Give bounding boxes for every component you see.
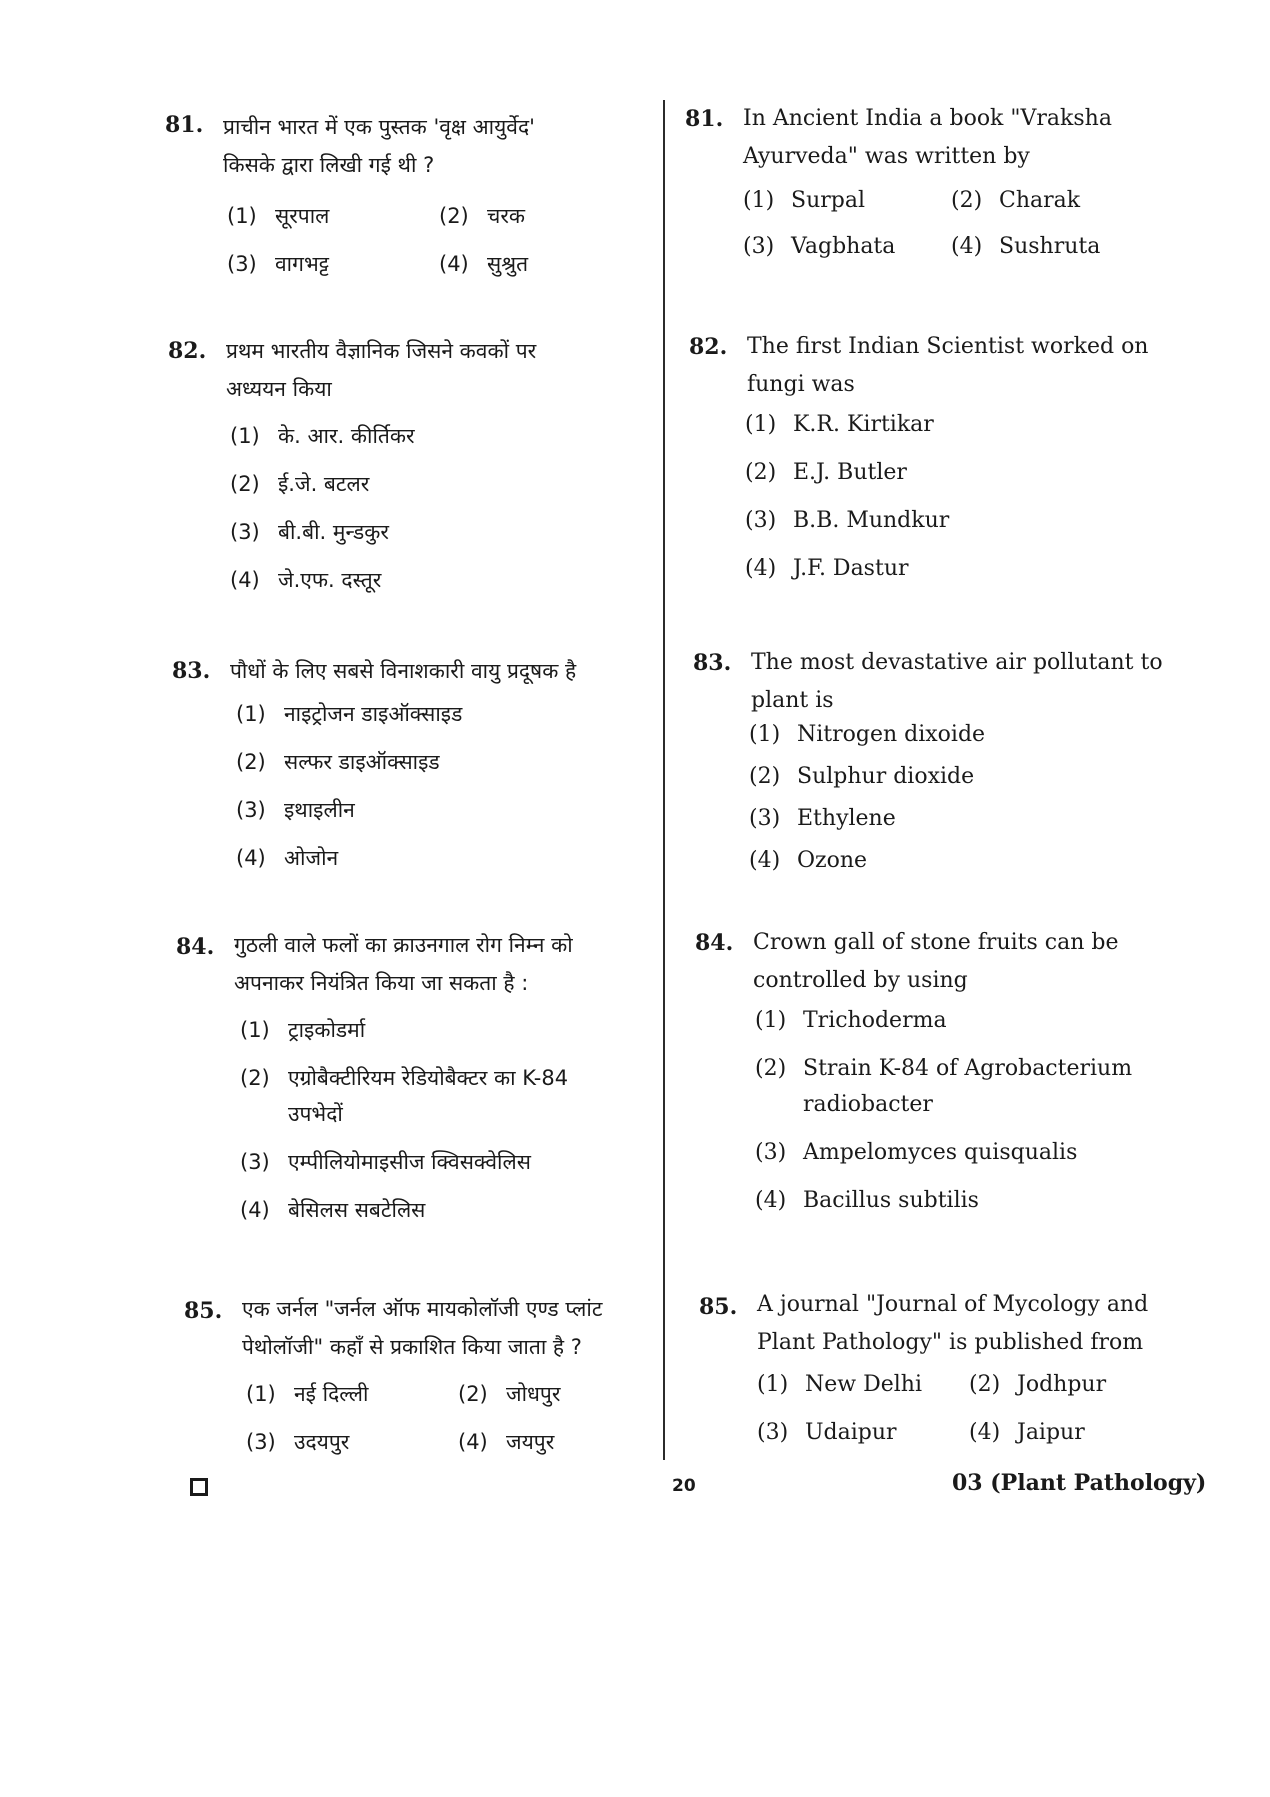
option-number: (2) [240,1066,270,1090]
option-number: (2) [745,460,777,485]
option-number: (1) [240,1018,270,1042]
option-2 [969,1372,1106,1397]
option-1 [757,1372,922,1397]
option-2 [230,470,369,498]
option-2 [439,202,525,230]
question-number: 81. [685,106,724,132]
question-line: किसके द्वारा लिखी गई थी ? [223,153,435,177]
option-4 [458,1428,554,1456]
question-line: Crown gall of stone fruits can be [753,930,1119,955]
option-number: (1) [236,702,266,726]
paper-code: 03 (Plant Pathology) [952,1470,1207,1496]
option-text: एग्रोबैक्टीरियम रेडियोबैक्टर का K-84 [288,1066,569,1090]
question-line: अध्ययन किया [226,377,332,401]
option-text: Nitrogen dixoide [797,722,986,747]
option-number: (3) [246,1430,276,1454]
question-text [226,332,646,408]
option-text: बेसिलस सबटेलिस [288,1198,426,1222]
question-number: 85. [699,1294,738,1320]
option-text: जोधपुर [506,1382,561,1406]
question-number: 83. [693,650,732,676]
option-4 [755,1188,979,1213]
option-number: (3) [236,798,266,822]
option-text: जे.एफ. दस्तूर [278,568,382,592]
option-4 [230,566,381,594]
question-text [242,1290,662,1366]
option-number: (4) [458,1430,488,1454]
option-3 [745,508,949,533]
option-4 [439,250,528,278]
option-2 [749,764,974,789]
option-3 [757,1420,897,1445]
option-text: सूरपाल [275,204,330,228]
option-number: (4) [951,234,983,259]
option-text: Udaipur [805,1420,897,1445]
option-3 [227,250,329,278]
option-number: (3) [743,234,775,259]
option-text: ई.जे. बटलर [278,472,370,496]
option-number: (1) [749,722,781,747]
option-4 [240,1196,425,1224]
option-number: (4) [749,848,781,873]
option-number: (1) [757,1372,789,1397]
option-text: Ethylene [797,806,896,831]
question-line: प्रथम भारतीय वैज्ञानिक जिसने कवकों पर [226,339,537,363]
question-text [751,644,1171,720]
question-text [747,328,1167,404]
option-1 [755,1008,947,1033]
option-text: उपभेदों [288,1102,343,1126]
option-4 [236,844,338,872]
option-number: (4) [439,252,469,276]
option-number: (3) [755,1140,787,1165]
option-text: जयपुर [506,1430,555,1454]
option-text: Charak [999,188,1081,213]
option-text: Bacillus subtilis [803,1188,979,1213]
option-text: Vagbhata [791,234,896,259]
option-number: (3) [230,520,260,544]
question-number: 82. [689,334,728,360]
option-text: वागभट्ट [275,252,329,276]
question-line: अपनाकर नियंत्रित किया जा सकता है : [234,971,529,995]
option-text: उदयपुर [294,1430,350,1454]
option-1 [743,188,865,213]
option-text: Sulphur dioxide [797,764,975,789]
column-divider [663,100,665,1460]
question-line: Ayurveda" was written by [743,144,1030,169]
question-line: fungi was [747,372,855,397]
question-line: प्राचीन भारत में एक पुस्तक 'वृक्ष आयुर्वेद' [223,115,535,139]
option-number: (4) [745,556,777,581]
option-text: Jodhpur [1017,1372,1107,1397]
option-3 [230,518,389,546]
question-line: Plant Pathology" is published from [757,1330,1144,1355]
option-2 [458,1380,560,1408]
option-text: E.J. Butler [793,460,907,485]
option-3 [240,1148,531,1176]
option-text: Ampelomyces quisqualis [803,1140,1078,1165]
option-number: (4) [236,846,266,870]
option-number: (3) [240,1150,270,1174]
option-text: New Delhi [805,1372,922,1397]
option-number: (1) [246,1382,276,1406]
option-text: ओजोन [284,846,339,870]
option-3 [749,806,896,831]
option-1 [230,422,415,450]
option-text: Strain K-84 of Agrobacterium [803,1056,1133,1081]
option-number: (1) [743,188,775,213]
option-text: नाइट्रोजन डाइऑक्साइड [284,702,463,726]
option-number: (4) [240,1198,270,1222]
option-4 [749,848,867,873]
option-number: (3) [749,806,781,831]
option-text: B.B. Mundkur [793,508,950,533]
page-number: 20 [672,1476,696,1496]
option-1 [240,1016,365,1044]
option-1 [236,700,462,728]
option-2 [745,460,907,485]
option-3 [246,1428,349,1456]
option-text: K.R. Kirtikar [793,412,934,437]
option-number: (1) [745,412,777,437]
question-number: 82. [168,338,207,364]
option-text: सल्फर डाइऑक्साइड [284,750,440,774]
option-1 [745,412,934,437]
option-number: (2) [439,204,469,228]
option-number: (2) [969,1372,1001,1397]
option-text: Surpal [791,188,865,213]
option-text: ट्राइकोडर्मा [288,1018,366,1042]
option-2 [951,188,1080,213]
option-number: (3) [757,1420,789,1445]
question-text [743,100,1163,176]
question-line: The most devastative air pollutant to [751,650,1163,675]
option-number: (2) [458,1382,488,1406]
option-number: (1) [227,204,257,228]
option-text: J.F. Dastur [793,556,909,581]
question-line: A journal "Journal of Mycology and [757,1292,1149,1317]
option-text: Sushruta [999,234,1101,259]
question-text [757,1286,1177,1362]
question-line: The first Indian Scientist worked on [747,334,1149,359]
question-text [234,926,654,1002]
option-text: नई दिल्ली [294,1382,369,1406]
option-number: (2) [749,764,781,789]
question-line: पेथोलॉजी" कहाँ से प्रकाशित किया जाता है ? [242,1335,582,1359]
option-4 [745,556,909,581]
option-1 [246,1380,368,1408]
option-3 [236,796,355,824]
option-number: (1) [230,424,260,448]
option-3 [755,1140,1077,1165]
option-1 [227,202,329,230]
option-text: एम्पीलियोमाइसीज क्विसक्वेलिस [288,1150,531,1174]
option-text: चरक [487,204,526,228]
option-4 [951,234,1100,259]
option-text: Ozone [797,848,868,873]
option-2 [240,1064,568,1092]
option-number: (2) [230,472,260,496]
question-number: 84. [176,934,215,960]
question-line: गुठली वाले फलों का क्राउनगाल रोग निम्न को [234,933,573,957]
option-3 [743,234,895,259]
option-number: (4) [230,568,260,592]
question-number: 85. [184,1298,223,1324]
option-text: इथाइलीन [284,798,355,822]
option-2 [236,748,440,776]
option-text: radiobacter [803,1092,933,1117]
question-text [753,924,1173,1000]
option-2-continued [803,1092,933,1117]
question-line: controlled by using [753,968,968,993]
option-text: के. आर. कीर्तिकर [278,424,415,448]
option-number: (4) [969,1420,1001,1445]
option-2-continued [288,1100,343,1128]
option-text: सुश्रुत [487,252,529,276]
option-2 [755,1056,1132,1081]
option-number: (3) [227,252,257,276]
option-4 [969,1420,1085,1445]
option-number: (2) [236,750,266,774]
question-number: 81. [165,112,204,138]
question-line: plant is [751,688,834,713]
option-number: (2) [951,188,983,213]
question-line: पौधों के लिए सबसे विनाशकारी वायु प्रदूषक है [230,659,577,683]
question-line: एक जर्नल "जर्नल ऑफ मायकोलॉजी एण्ड प्लांट [242,1297,603,1321]
option-text: बी.बी. मुन्डकुर [278,520,389,544]
question-number: 83. [172,658,211,684]
square-mark-icon [190,1478,208,1496]
question-text [230,652,660,690]
option-1 [749,722,985,747]
question-text [223,108,643,184]
option-number: (2) [755,1056,787,1081]
option-number: (1) [755,1008,787,1033]
option-number: (3) [745,508,777,533]
question-number: 84. [695,930,734,956]
question-line: In Ancient India a book "Vraksha [743,106,1112,131]
option-text: Jaipur [1017,1420,1085,1445]
option-number: (4) [755,1188,787,1213]
option-text: Trichoderma [803,1008,947,1033]
